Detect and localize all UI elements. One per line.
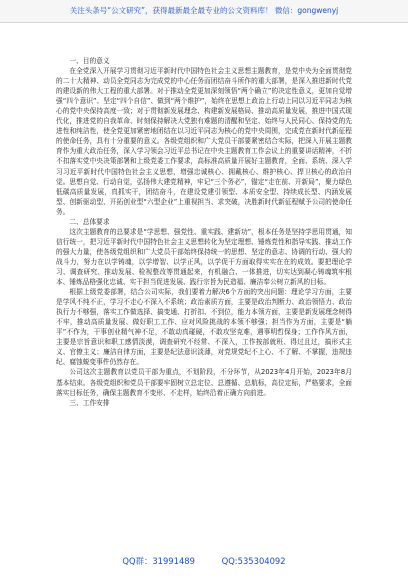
paragraph: 公司这次主题教育以党员干部为重点，不划阶段，不分环节，从2023年4月开始，2023年8月基本结束。各级党组织和党员干部要牢固树立总定位、总遵循、总航标，高位定标，严格要求，全面落实目标任务，确保主题教育不变形、不走样，始终沿着正确方向前进。 [56, 368, 352, 397]
document-body [56, 56, 352, 534]
paragraph: 在全党深入开展学习贯彻习近平新时代中国特色社会主义思想主题教育，是党中央为全面贯彻党的二十大精神、动员全党同志为完成党的中心任务而团结奋斗所作的重大部署，是深入推进新时代党的建设新的伟大工程的重大部署。对于推动全党更加深刻领悟“两个确立”的决定性意义，更加自觉增强“四个意识”、坚定“四个自信”、做到“两个维护”，始终在思想上政治上行动上同以习近平同志为核心的党中央保持高度一致；对于贯彻新发展理念、构建新发展格局、推动高质量发展，推进中国式现代化，推进党的自我革命、时刻保持解决大党独有难题的清醒和坚定、始终与人民同心、保持党的先进性和纯洁性，使全党更加紧密地团结在以习近平同志为核心的党中央周围，完成党在新时代新征程的使命任务，具有十分重要的意义。各级党组织和广大党员干部要紧密结合实际，把深入开展主题教育作为重大政治任务，深入学习领会习近平总书记在中央主题教育工作会议上的重要讲话精神，不折不扣落实党中央决策部署和上级党委工作要求，高标准高质量开展好主题教育，全面、系统、深入学习习近平新时代中国特色社会主义思想，增强忠诚核心、拥戴核心、维护核心、捍卫核心的政治自觉。思想自觉、行动自觉，弘扬伟大建党精神，牢记“三个务必”，锚定“走在前、开新局”，聚力绿色低碳高质量发展，真抓实干，团结奋斗，在建设党建引领型、本质安全型、持续成长型、内涵发展型、创新驱动型、开拓创业型“六型企业”上重视担当、求突破，决胜新时代新征程赋予公司的使命任务。 [56, 67, 352, 216]
section-heading: 三、工作安排 [69, 398, 110, 407]
footer-qq-group: QQ群：31991489 [122, 556, 195, 566]
paragraph: 根据上级党委部署，结合公司实际，我们要着力解决6个方面的突出问题：理论学习方面，主要是学风不纯不正，学习不走心不深入不系统；政治素质方面，主要是政治判断力、政治领悟力、政治执行力不够强，落实工作做选择、搞变通、打折扣、不到位，能力本领方面，主要是新发展理念树得不牢，推动高质量发展、做好职工工作、应对风险挑战的本领不够强；担当作为方面，主要是“躺平”不作为，干事创业精气神不足，不敢动真碰硬，不敢攻坚克难，遇事明哲保身；工作作风方面，主要是宗旨意识和职工感情淡漠，调查研究不经常、不深入，工作按部就班、得过且过，搞形式主义、官僚主义；廉洁自律方面，主要是纪法意识淡薄，对党规党纪不上心、不了解、不掌握，违规违纪、腐蚀蜕变事件仍然存在。 [56, 288, 352, 367]
footer-contact [0, 552, 408, 570]
section-heading: 二、总体要求 [69, 217, 110, 226]
section-heading: 一、目的意义 [69, 57, 110, 65]
paragraph: 这次主题教育的总要求是“学思想、强党性、重实践、建新功”，根本任务是坚持学思用贯通，知信行统一，把习近平新时代中国特色社会主义思想转化为坚定理想、锤炼党性和指导实践、推动工作的强大力量，使各级党组织和广大党员干部始终保持统一的思想、坚定的意志、协调的行动、强大的战斗力，努力在以学铸魂，以学增智、以学正风，以学促干方面取得实实在在的成效。要把理论学习、调查研究、推动发展、检视整改等贯通起来，有机融合、一体推进，切实达到凝心铸魂筑牢根本、锤炼品格强化忠诚、实干担当促进发展、践行宗旨为民造福、廉洁奉公树立新风的目标。 [56, 227, 352, 287]
footer-qq: QQ:535304092 [221, 556, 286, 566]
header-banner: 关注头条号“公文研究”，获得最新最全最专业的公文资料库！ 微信：gongwenyj [0, 0, 408, 23]
